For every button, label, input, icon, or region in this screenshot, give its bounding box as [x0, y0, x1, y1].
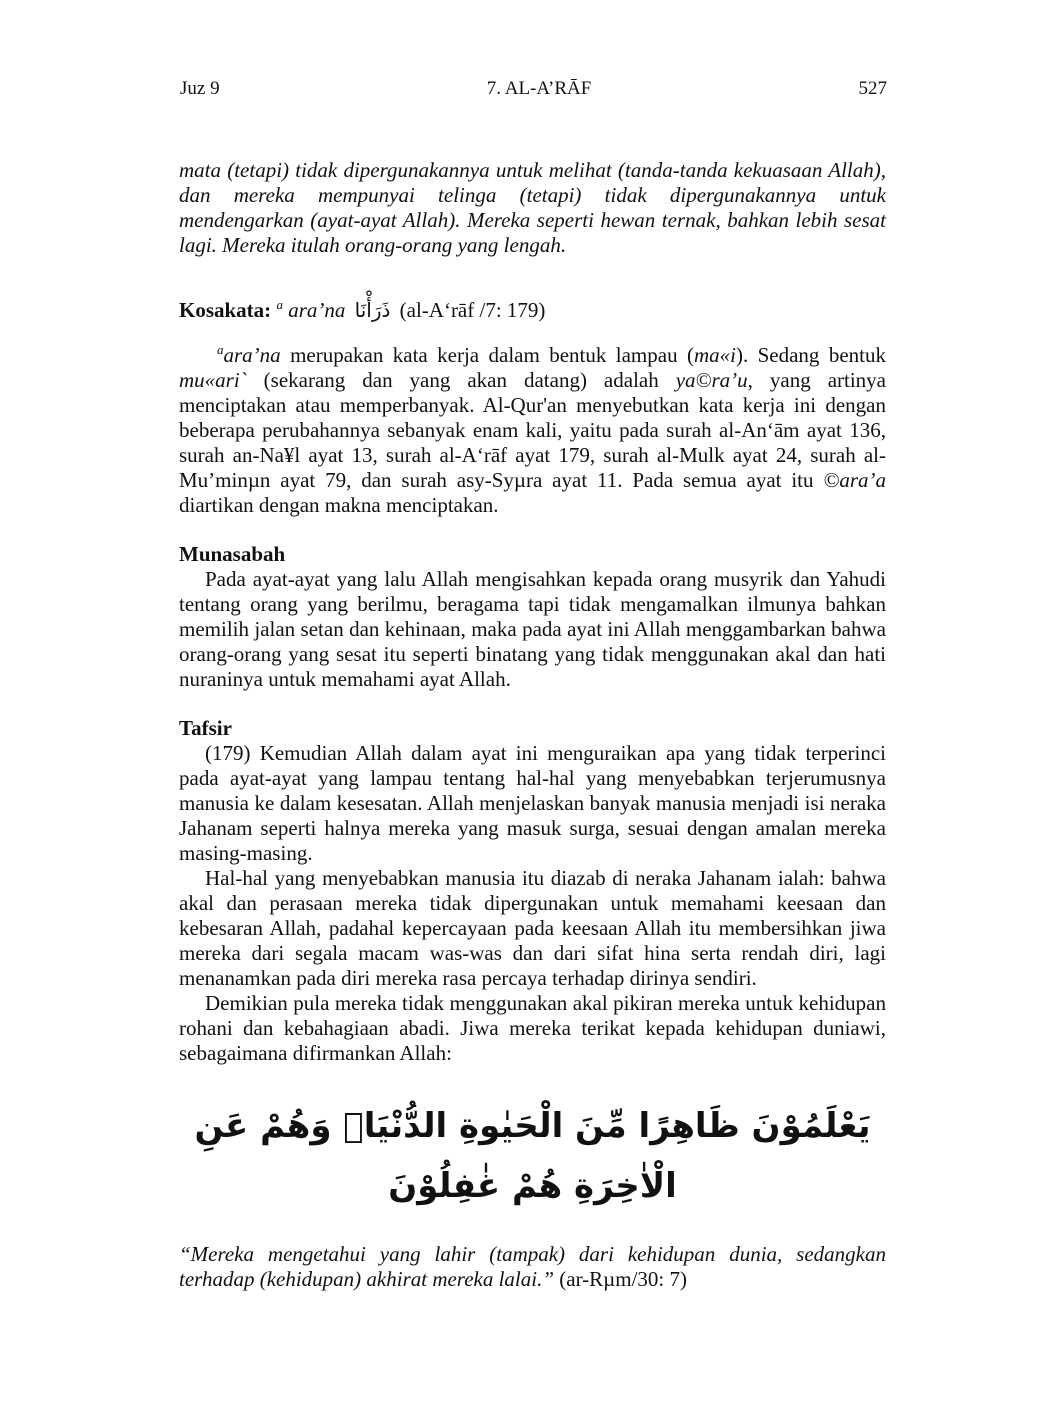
- para-text-4: , yang artinya menciptakan atau memperbanyak. Al-Qur'an menyebutkan kata kerja ini dengan beberapa perubahannya sebanyak enam kali, yaitu pada surah al-An‘ām ayat 136, surah an-Na¥l ayat 13, surah al-A‘rāf ayat 179, surah al-Mulk ayat 24, surah al-Mu’minµn ayat 79, dan surah asy-Syµra ayat 11. Pada semua ayat itu: [179, 368, 887, 492]
- para-italic-2: mu«ari`: [179, 368, 247, 392]
- page-header: [180, 76, 887, 101]
- kosakata-arabic: ذَرَأْنَا: [354, 298, 391, 322]
- para-text-3: (sekarang dan yang akan datang) adalah: [246, 368, 676, 392]
- para-italic-4: ©ara’a: [823, 468, 886, 492]
- verse-translation: [179, 1242, 886, 1292]
- kosakata-label: Kosakata:: [179, 298, 272, 322]
- para-italic-3: ya©ra’u: [675, 368, 748, 392]
- para-text-5: diartikan dengan makna menciptakan.: [179, 493, 499, 517]
- munasabah-paragraph: Pada ayat-ayat yang lalu Allah mengisahkan kepada orang musyrik dan Yahudi tentang orang yang berilmu, beragama tapi tidak mengamalkan ilmunya bahkan memilih jalan setan dan kehinaan, maka pada ayat ini Allah menggambarkan bahwa orang-orang yang sesat itu seperti binatang yang tidak menggunakan akal dan hati nuraninya untuk memahami ayat Allah.: [179, 567, 886, 691]
- munasabah-heading: Munasabah: [179, 542, 286, 566]
- tafsir-paragraph-2: Hal-hal yang menyebabkan manusia itu diazab di neraka Jahanam ialah: bahwa akal dan perasaan mereka tidak dipergunakan untuk memahami keesaan dan kebesaran Allah, padahal kepercayaan pada keesaan Allah itu membersihkan jiwa mereka dari segala macam was-was dan dari sifat hina serta rendah diri, lagi menanamkan pada diri mereka rasa percaya terhadap dirinya sendiri.: [179, 866, 886, 990]
- surah-title: 7. AL-A’RĀF: [486, 78, 592, 99]
- para-text-1: merupakan kata kerja dalam bentuk lampau (: [280, 343, 694, 367]
- para-italic-1: ma«i: [693, 343, 736, 367]
- tafsir-heading: Tafsir: [179, 716, 232, 740]
- para-sup: a: [217, 342, 224, 357]
- kosakata-paragraph: [179, 343, 886, 518]
- para-term: ara’na: [223, 343, 281, 367]
- kosakata-ref: (al-A‘rāf /7: 179): [399, 298, 546, 322]
- page-content: [179, 158, 886, 1292]
- tafsir-paragraph-3: Demikian pula mereka tidak menggunakan akal pikiran mereka untuk kehidupan rohani dan kebahagiaan abadi. Jiwa mereka terikat kepada kehidupan duniawi, sebagaimana difirmankan Allah:: [179, 991, 886, 1065]
- intro-paragraph: mata (tetapi) tidak dipergunakannya untuk melihat (tanda-tanda kekuasaan Allah), dan mereka mempunyai telinga (tetapi) tidak dipergunakannya untuk mendengarkan (ayat-ayat Allah). Mereka seperti hewan ternak, bahkan lebih sesat lagi. Mereka itulah orang-orang yang lengah.: [179, 158, 886, 257]
- quran-verse: يَعْلَمُوْنَ ظَاهِرًا مِّنَ الْحَيٰوةِ الدُّنْيَاۖ وَهُمْ عَنِ الْاٰخِرَةِ هُمْ غٰفِلُوْنَ: [194, 1106, 871, 1206]
- juz-label: Juz 9: [180, 78, 220, 99]
- para-text-2: ). Sedang bentuk: [735, 343, 886, 367]
- kosakata-sup: a: [276, 297, 283, 312]
- translation-text: “Mereka mengetahui yang lahir (tampak) dari kehidupan dunia, sedangkan terhadap (kehidupan) akhirat mereka lalai.”: [179, 1242, 886, 1291]
- tafsir-paragraph-1: (179) Kemudian Allah dalam ayat ini menguraikan apa yang tidak terperinci pada ayat-ayat yang lampau tentang hal-hal yang menyebabkan terjerumusnya manusia ke dalam kesesatan. Allah menjelaskan banyak manusia menjadi isi neraka Jahanam seperti halnya mereka yang masuk surga, sesuai dengan amalan mereka masing-masing.: [179, 741, 886, 865]
- page-number: 527: [858, 78, 887, 99]
- kosakata-heading: [179, 298, 886, 323]
- kosakata-term: ara’na: [288, 298, 346, 322]
- translation-ref: (ar-Rµm/30: 7): [554, 1267, 688, 1291]
